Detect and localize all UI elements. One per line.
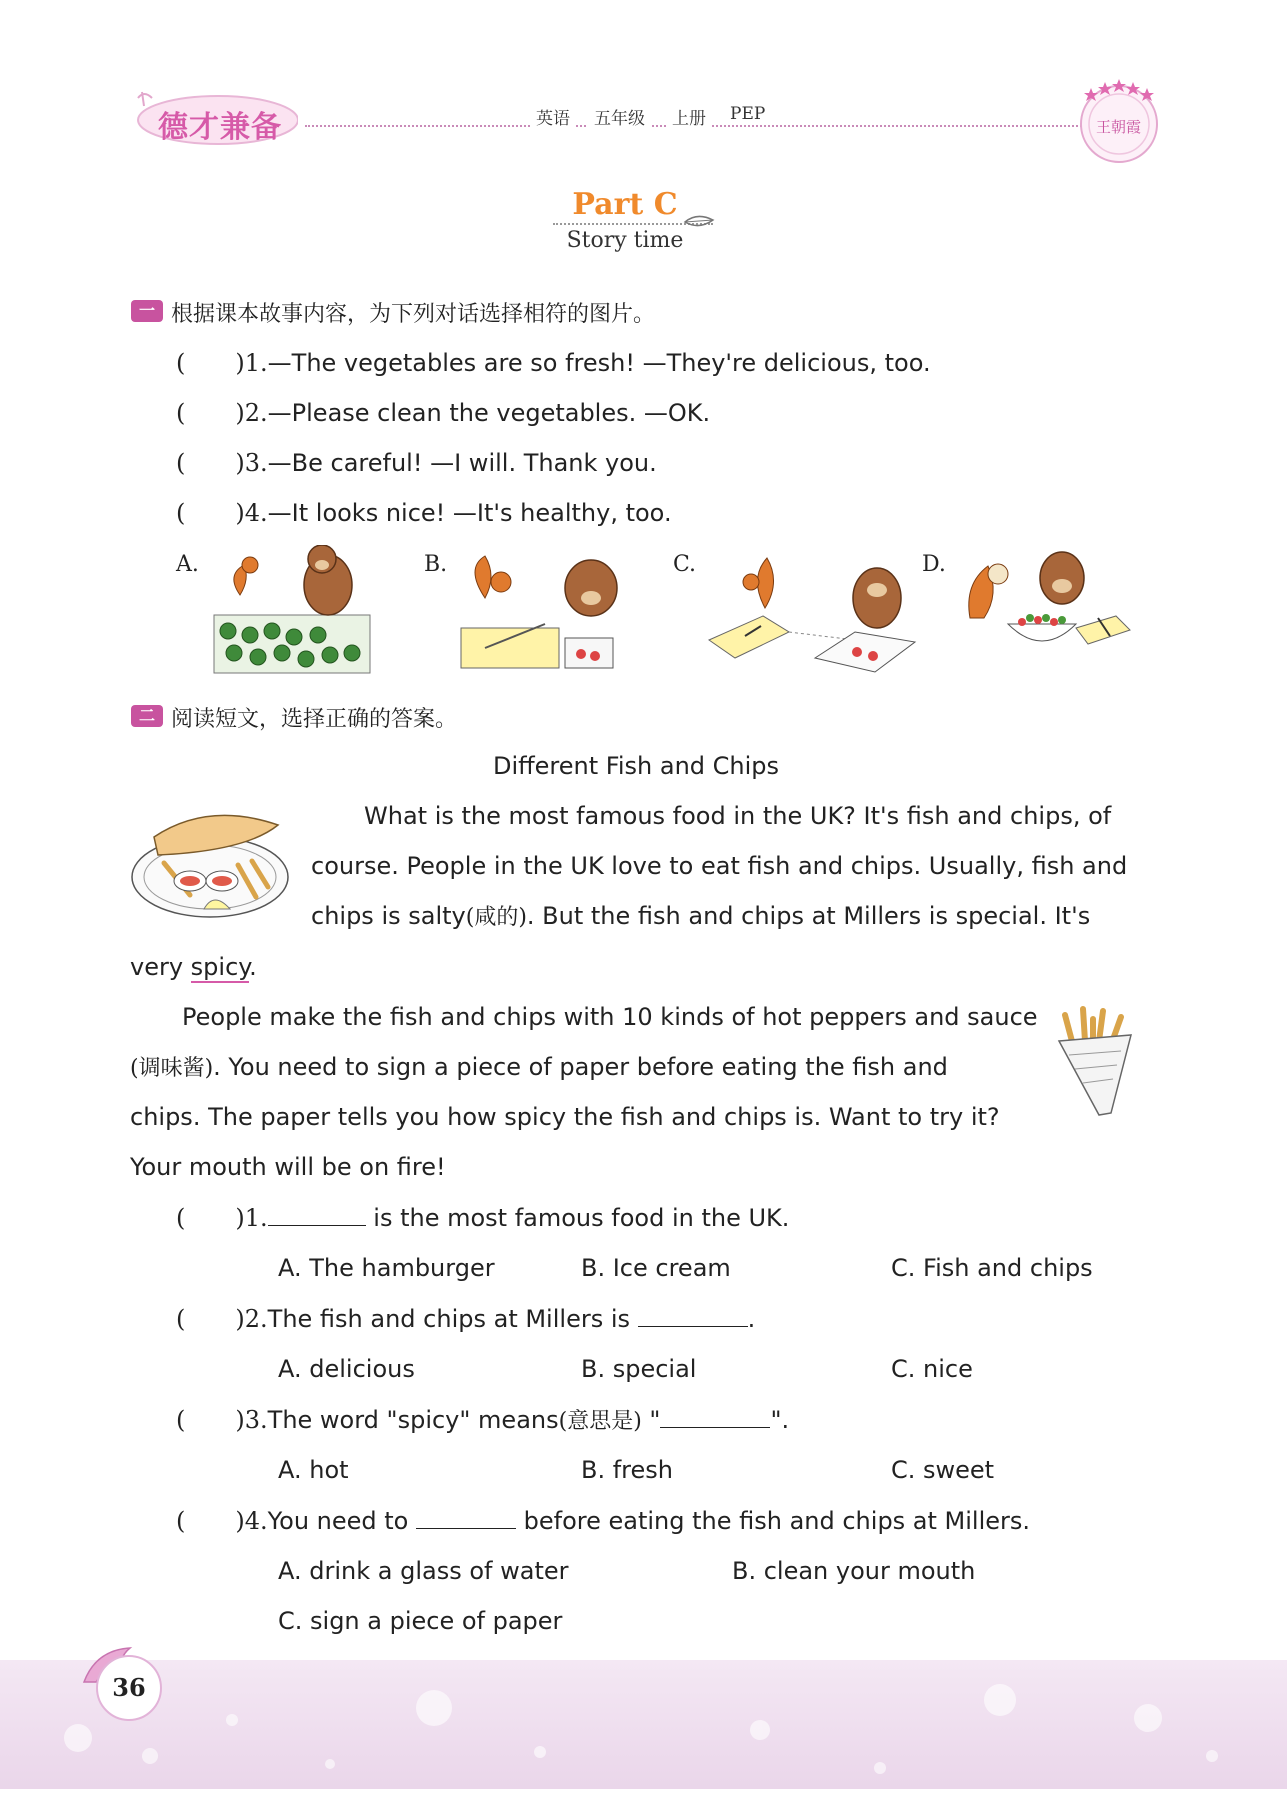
passage-p1-line2: course. People in the UK love to eat fish and chips. Usually, fish and (311, 852, 1128, 880)
brand-logo (128, 88, 298, 146)
question-number: 4. (244, 499, 268, 527)
question-text: —It looks nice! —It's healthy, too. (267, 499, 672, 527)
question-number: 1. (244, 349, 268, 377)
close-paren: ) (235, 1305, 245, 1333)
fill-blank[interactable] (416, 1506, 516, 1529)
close-paren: ) (235, 499, 245, 527)
question-text: . (747, 1305, 756, 1333)
s2-question-1 (176, 1203, 789, 1233)
s2-question-4 (176, 1506, 1030, 1536)
cn-gloss: (咸的) (465, 905, 527, 930)
q1-option-a: A. The hamburger (278, 1254, 495, 1282)
logo-text: 德才兼备 (158, 110, 282, 145)
question-text: The fish and chips at Millers is (267, 1305, 638, 1333)
question-number: 3. (244, 1406, 268, 1434)
picture-d-salad-illustration (958, 548, 1133, 663)
q2-option-c: C. nice (891, 1355, 973, 1383)
s1-question-2 (176, 398, 710, 428)
question-text: You need to (267, 1507, 416, 1535)
q2-option-b: B. special (581, 1355, 697, 1383)
section1-badge: 一 (131, 300, 163, 322)
question-text: —Be careful! —I will. Thank you. (267, 449, 657, 477)
part-title: Part C (572, 187, 678, 222)
passage-title: Different Fish and Chips (492, 752, 780, 780)
s1-question-1 (176, 348, 931, 378)
q3-option-b: B. fresh (581, 1456, 673, 1484)
close-paren: ) (235, 399, 245, 427)
section2-instruction: 阅读短文，选择正确的答案。 (171, 707, 458, 732)
open-paren: ( (176, 1204, 186, 1232)
passage-p1-line1: What is the most famous food in the UK? It's fish and chips, of (364, 802, 1112, 830)
passage-p2-line2 (130, 1052, 948, 1084)
text-segment: . (249, 953, 257, 981)
open-paren: ( (176, 1305, 186, 1333)
section1-instruction: 根据课本故事内容，为下列对话选择相符的图片。 (171, 302, 656, 327)
open-paren: ( (176, 1406, 186, 1434)
passage-p1-line3 (311, 901, 1090, 933)
fish-and-chips-plate-illustration (128, 805, 293, 925)
open-paren: ( (176, 1507, 186, 1535)
s2-question-3 (176, 1405, 789, 1437)
passage-p2-line4: Your mouth will be on fire! (130, 1153, 446, 1181)
picture-label-c: C. (673, 552, 697, 577)
question-number: 2. (244, 399, 268, 427)
seal-text: 王朝霞 (1096, 118, 1142, 136)
question-text: " (641, 1406, 661, 1434)
picture-b-washing-illustration (455, 548, 635, 673)
text-segment: chips is salty (311, 902, 466, 930)
question-text: before eating the fish and chips at Millers. (515, 1507, 1031, 1535)
seal-emblem (1076, 78, 1162, 164)
part-subtitle: Story time (566, 228, 684, 253)
open-paren: ( (176, 499, 186, 527)
close-paren: ) (235, 1204, 245, 1232)
cn-gloss: (意思是) (558, 1409, 642, 1434)
q4-option-a: A. drink a glass of water (278, 1557, 569, 1585)
open-paren: ( (176, 449, 186, 477)
underlined-word-spicy: spicy (190, 953, 250, 981)
question-number: 3. (244, 449, 268, 477)
header-subject: 英语 (530, 104, 576, 129)
fill-blank[interactable] (268, 1203, 366, 1226)
header-volume: 上册 (666, 104, 712, 129)
q2-option-a: A. delicious (278, 1355, 415, 1383)
close-paren: ) (235, 1507, 245, 1535)
close-paren: ) (235, 449, 245, 477)
passage-p1-line4 (130, 952, 257, 982)
cn-gloss: (调味酱) (130, 1056, 214, 1081)
q1-option-c: C. Fish and chips (891, 1254, 1093, 1282)
close-paren: ) (235, 1406, 245, 1434)
picture-label-a: A. (176, 552, 199, 577)
s1-question-4 (176, 498, 672, 528)
header-grade: 五年级 (588, 104, 651, 129)
q1-option-b: B. Ice cream (581, 1254, 731, 1282)
passage-p2-line3: chips. The paper tells you how spicy the fish and chips is. Want to try it? (130, 1103, 1000, 1131)
text-segment: very (130, 953, 191, 981)
text-segment: . You need to sign a piece of paper before eating the fish and (213, 1053, 948, 1081)
question-number: 4. (244, 1507, 268, 1535)
picture-c-cutting-illustration (705, 548, 920, 673)
header-edition: PEP (724, 104, 771, 124)
picture-label-b: B. (424, 552, 448, 577)
chips-cone-illustration (1055, 1005, 1140, 1120)
open-paren: ( (176, 349, 186, 377)
s2-question-2 (176, 1304, 755, 1334)
q3-option-a: A. hot (278, 1456, 349, 1484)
question-number: 2. (244, 1305, 268, 1333)
question-text: —The vegetables are so fresh! —They're delicious, too. (267, 349, 931, 377)
text-segment: . But the fish and chips at Millers is special. It's (526, 902, 1091, 930)
q4-option-c: C. sign a piece of paper (278, 1607, 563, 1635)
q4-option-b: B. clean your mouth (732, 1557, 976, 1585)
fill-blank[interactable] (660, 1405, 770, 1428)
question-text: —Please clean the vegetables. —OK. (267, 399, 711, 427)
close-paren: ) (235, 349, 245, 377)
q3-option-c: C. sweet (891, 1456, 995, 1484)
question-text: is the most famous food in the UK. (365, 1204, 790, 1232)
fill-blank[interactable] (638, 1304, 748, 1327)
section2-badge: 二 (131, 705, 163, 727)
question-number: 1. (244, 1204, 268, 1232)
question-text: The word "spicy" means (267, 1406, 559, 1434)
s1-question-3 (176, 448, 657, 478)
footer-band (0, 1660, 1287, 1789)
picture-label-d: D. (922, 552, 946, 577)
question-text: ". (770, 1406, 790, 1434)
page-number: 36 (96, 1655, 162, 1721)
open-paren: ( (176, 399, 186, 427)
passage-p2-line1: People make the fish and chips with 10 kinds of hot peppers and sauce (182, 1003, 1038, 1031)
footer-bubbles-decoration (0, 1660, 1287, 1789)
picture-a-garden-illustration (210, 545, 375, 675)
